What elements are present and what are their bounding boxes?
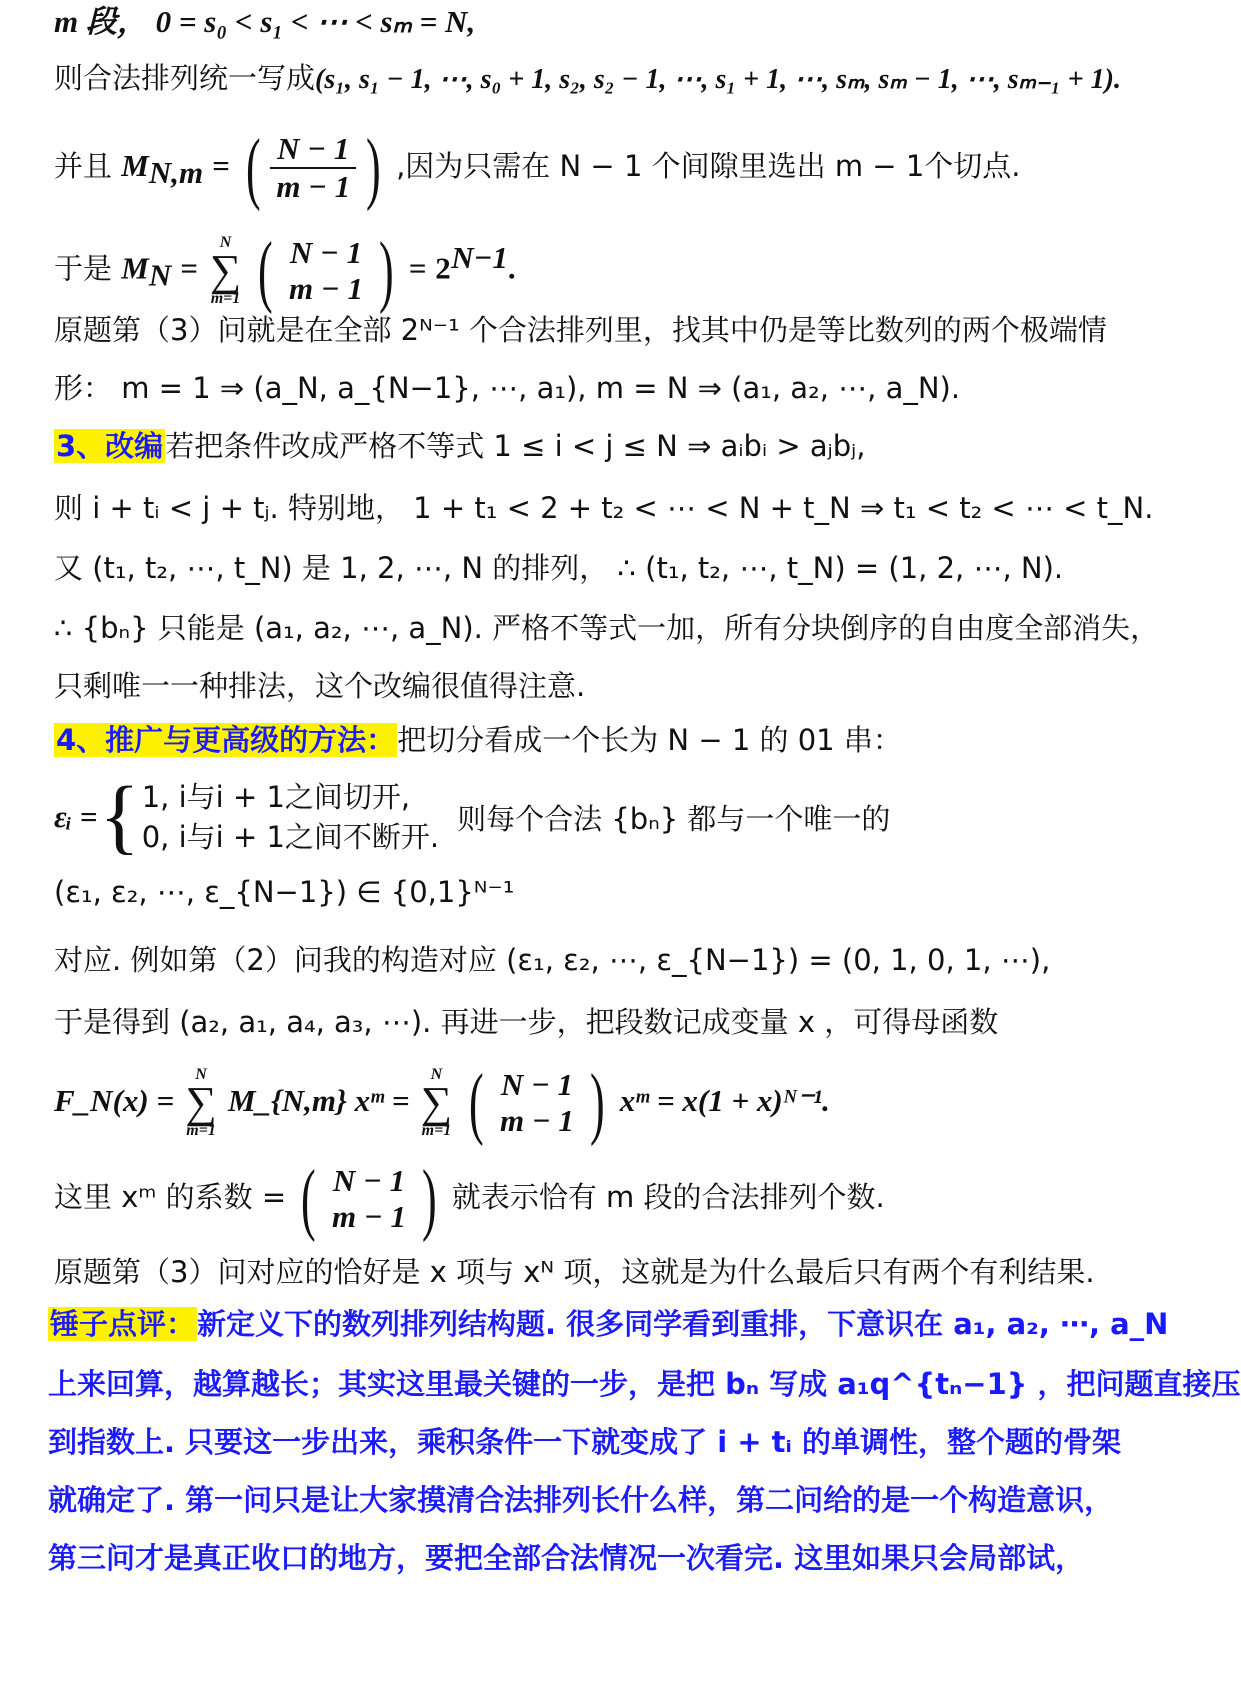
sum-upper: N: [195, 1066, 207, 1083]
math-eq: =: [180, 250, 199, 286]
math-segment-definition: m 段， 0 = s₀ < s₁ < ⋯ < sₘ = N,: [54, 4, 476, 39]
math-arrangement: (s₁, s₁ − 1, ⋯, s₀ + 1, s₂, s₂ − 1, ⋯, s₁ + 1, ⋯, sₘ, sₘ − 1, ⋯, sₘ₋₁ + 1).: [315, 64, 1121, 95]
text-line-4: [54, 218, 1072, 315]
text-segment: 上来回算，越算越长；其实这里最关键的一步，是把 bₙ 写成 a₁q^{tₙ−1} ，把问题直接压: [48, 1367, 1241, 1401]
sigma-sum: N ∑ m=1: [209, 233, 242, 307]
text-segment: 原题第（3）问就是在全部 2ᴺ⁻¹ 个合法排列里，找其中仍是等比数列的两个极端情: [54, 313, 1107, 347]
text-segment: (ε₁, ε₂, ⋯, ε_{N−1}) ∈ {0,1}ᴺ⁻¹: [54, 875, 515, 909]
text-line-2: [54, 56, 1121, 102]
text-segment: 到指数上. 只要这一步出来，乘积条件一下就变成了 i + tᵢ 的单调性，整个题的骨架: [48, 1425, 1121, 1459]
text-line-23: [48, 1478, 1114, 1522]
text-line-18: [54, 1155, 1072, 1243]
text-segment: 并且: [54, 149, 113, 183]
math-rhs: = 2: [408, 250, 452, 286]
binomial-top: N − 1: [500, 1067, 573, 1102]
text-segment: 就表示恰有 m 段的合法排列个数.: [451, 1180, 885, 1214]
section-tag-4: 4、推广与更高级的方法：: [56, 723, 396, 757]
sum-lower: m=1: [421, 1122, 452, 1139]
text-line-10: [54, 606, 1160, 650]
text-segment: 则 i + tᵢ < j + tⱼ. 特别地， 1 + t₁ < 2 + t₂ < ⋯ < N + t_N ⇒ t₁ < t₂ < ⋯ < t_N.: [54, 491, 1154, 525]
text-line-15: [54, 938, 1072, 982]
text-line-6: [54, 366, 1072, 410]
text-line-9: [54, 546, 1072, 590]
binomial: ( $\frac{N - 1}{m - 1}$ ): [245, 124, 381, 212]
text-segment: 就确定了. 第一问只是让大家摸清合法排列长什么样，第二问给的是一个构造意识，: [48, 1483, 1114, 1517]
math-sub: N,m: [148, 154, 204, 190]
text-line-3: [54, 126, 1072, 213]
text-segment: 则每个合法 {bₙ} 都与一个唯一的: [457, 801, 891, 836]
text-line-14: [54, 870, 1072, 914]
text-line-12: [54, 718, 1072, 762]
text-line-21: [48, 1362, 1241, 1406]
math-sub: N: [148, 257, 172, 293]
text-line-24: [48, 1536, 1085, 1580]
case-1: 1, i与i + 1之间切开,: [141, 780, 411, 814]
math-period: .: [507, 250, 517, 286]
binomial-top: N − 1: [270, 131, 356, 169]
binomial: ( N − 1 m − 1 ): [469, 1059, 605, 1147]
text-segment: 第三问才是真正收口的地方，要把全部合法情况一次看完. 这里如果只会局部试，: [48, 1541, 1085, 1575]
sum-lower: m=1: [210, 289, 241, 307]
text-segment: 原题第（3）问对应的恰好是 x 项与 xᴺ 项，这就是为什么最后只有两个有利结果.: [54, 1255, 1095, 1289]
text-segment: 把切分看成一个长为 N − 1 的 01 串：: [397, 723, 902, 757]
sum-lower: m=1: [186, 1122, 216, 1139]
text-segment: 于是: [54, 251, 113, 286]
binomial: ( N − 1 m − 1 ): [301, 1155, 437, 1243]
text-segment: ,因为只需在 N − 1 个间隙里选出 m − 1个切点.: [396, 149, 1021, 183]
text-line-17: [54, 1059, 1072, 1147]
text-segment: 则合法排列统一写成: [54, 61, 316, 95]
math-M: M: [121, 250, 149, 286]
math-rhs: xᵐ = x(1 + x)ᴺ⁻¹.: [619, 1083, 830, 1118]
text-segment: 这里 xᵐ 的系数 =: [54, 1180, 287, 1214]
text-segment: 对应. 例如第（2）问我的构造对应 (ε₁, ε₂, ⋯, ε_{N−1}) = (0, 1, 0, 1, ⋯),: [54, 943, 1051, 977]
section-tag-review: 锤子点评：: [50, 1307, 196, 1341]
text-line-16: [54, 1000, 1072, 1044]
text-segment: ∴ {bₙ} 只能是 (a₁, a₂, ⋯, a_N). 严格不等式一加，所有分块倒序的自由度全部消失，: [54, 611, 1160, 645]
math-eq: =: [212, 148, 231, 183]
case-2: 0, i与i + 1之间不断开.: [141, 820, 440, 854]
binomial-bottom: m − 1: [289, 270, 363, 306]
binomial-bottom: m − 1: [499, 1103, 574, 1138]
binomial-top: N − 1: [289, 234, 363, 270]
text-line-19: [54, 1250, 1095, 1294]
text-line-20: [48, 1302, 1169, 1346]
binomial-bottom: m − 1: [332, 1199, 406, 1234]
math-M: M: [121, 148, 149, 183]
math-F: F_N(x) =: [54, 1083, 175, 1118]
math-sup: N−1: [451, 240, 508, 275]
text-segment: 形： m = 1 ⇒ (a_N, a_{N−1}, ⋯, a₁), m = N ⇒ (a₁, a₂, ⋯, a_N).: [54, 371, 961, 405]
text-segment: 于是得到 (a₂, a₁, a₄, a₃, ⋯). 再进一步，把段数记成变量 x ，可得母函数: [54, 1005, 999, 1039]
text-line-8: [54, 486, 1154, 530]
piecewise-definition: εᵢ = { 1, i与i + 1之间切开, 0, i与i + 1之间不断开. 则每个合法 {bₙ} 都与一个唯一的: [54, 770, 891, 863]
text-segment: 又 (t₁, t₂, ⋯, t_N) 是 1, 2, ⋯, N 的排列， ∴ (t₁, t₂, ⋯, t_N) = (1, 2, ⋯, N).: [54, 551, 1064, 585]
binomial-top: N − 1: [332, 1163, 406, 1198]
math-epsilon: εᵢ =: [54, 799, 98, 834]
math-term: M_{N,m} xᵐ =: [227, 1083, 410, 1118]
sum-upper: N: [430, 1066, 443, 1083]
binomial: ( N − 1 m − 1 ): [258, 226, 394, 315]
sigma-sum: N ∑ m=1: [185, 1066, 217, 1139]
text-segment: 只剩唯一一种排法，这个改编很值得注意.: [54, 669, 586, 703]
text-segment: 新定义下的数列排列结构题. 很多同学看到重排，下意识在 a₁, a₂, ⋯, a_N: [197, 1307, 1169, 1341]
text-segment: 若把条件改成严格不等式 1 ≤ i < j ≤ N ⇒ aᵢbᵢ > aⱼbⱼ,: [165, 429, 866, 463]
text-line-7: [54, 424, 1072, 468]
text-line-5: [54, 308, 1107, 352]
text-line-1: [54, 0, 1072, 44]
text-line-11: [54, 664, 1072, 708]
binomial-bottom: m − 1: [276, 169, 351, 204]
sum-upper: N: [219, 233, 232, 251]
section-tag-3: 3、改编: [56, 429, 164, 463]
sigma-sum: N ∑ m=1: [420, 1066, 453, 1139]
text-line-22: [48, 1420, 1121, 1464]
